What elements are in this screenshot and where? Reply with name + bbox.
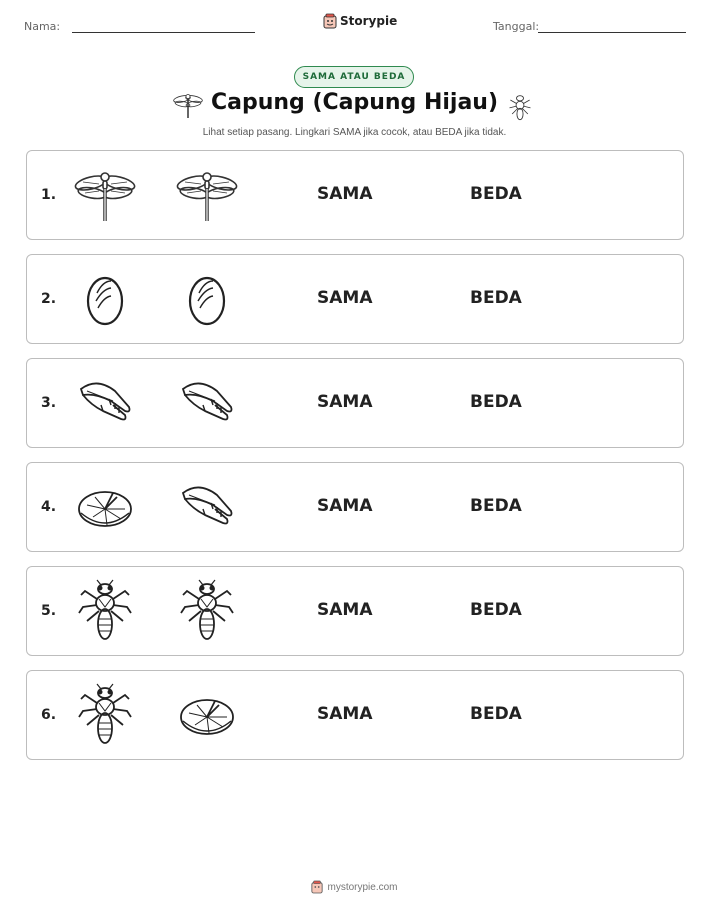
different-option[interactable]: BEDA [470,496,522,516]
page-title: Capung (Capung Hijau) [210,90,499,115]
egg-icon [175,267,239,331]
nymph-jaw-icon [175,475,239,539]
storypie-logo-icon [311,880,323,894]
brand-name: Storypie [340,14,398,28]
different-option[interactable]: BEDA [470,184,522,204]
comparison-row [26,358,684,448]
instructions: Lihat setiap pasang. Lingkari SAMA jika cocok, atau BEDA jika tidak. [202,127,507,138]
nymph-icon [175,579,239,643]
row-number: 3. [41,395,57,411]
nymph-jaw-icon [175,371,239,435]
nymph-icon [73,579,137,643]
comparison-row [26,150,684,240]
date-label: Tanggal: [493,20,540,33]
row-number: 1. [41,187,57,203]
storypie-logo-icon [323,13,337,29]
egg-icon [73,267,137,331]
lily-pad-icon [73,475,137,539]
different-option[interactable]: BEDA [470,704,522,724]
name-label: Nama: [24,20,61,33]
same-option[interactable]: SAMA [317,704,373,724]
dragonfly-icon [175,163,239,227]
same-option[interactable]: SAMA [317,600,373,620]
same-option[interactable]: SAMA [317,184,373,204]
brand [323,13,397,29]
comparison-row [26,254,684,344]
row-number: 2. [41,291,57,307]
row-number: 6. [41,707,57,723]
nymph-icon [73,683,137,747]
comparison-row [26,566,684,656]
nymph-icon [506,92,534,126]
comparison-row [26,670,684,760]
activity-badge: SAMA ATAU BEDA [294,66,414,88]
name-line[interactable] [72,32,255,33]
nymph-jaw-icon [73,371,137,435]
same-option[interactable]: SAMA [317,496,373,516]
different-option[interactable]: BEDA [470,600,522,620]
row-number: 4. [41,499,57,515]
lily-pad-icon [175,683,239,747]
footer [0,880,709,894]
same-option[interactable]: SAMA [317,392,373,412]
date-line[interactable] [538,32,686,33]
different-option[interactable]: BEDA [470,392,522,412]
different-option[interactable]: BEDA [470,288,522,308]
comparison-row [26,462,684,552]
row-number: 5. [41,603,57,619]
footer-url: mystorypie.com [327,881,398,893]
same-option[interactable]: SAMA [317,288,373,308]
dragonfly-icon [73,163,137,227]
